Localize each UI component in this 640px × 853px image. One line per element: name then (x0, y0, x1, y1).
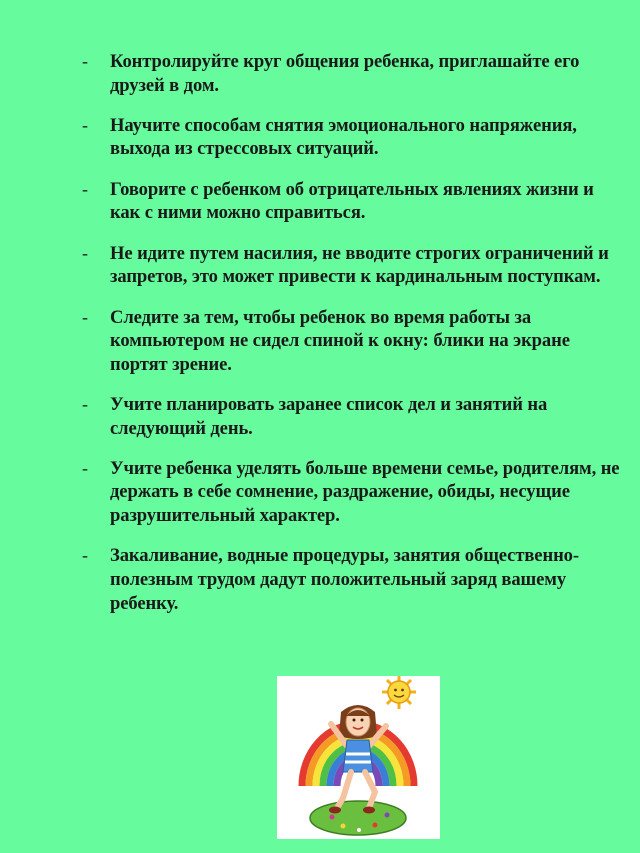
list-item (82, 178, 622, 225)
list-item (82, 114, 622, 161)
list-item (82, 242, 622, 289)
tip-text: Следите за тем, чтобы ребенок во время работы за компьютером не сидел спиной к окну: блики на экране портят зрение. (110, 306, 570, 375)
bullet-icon: - (82, 545, 88, 566)
list-item (82, 393, 622, 440)
tip-text: Научите способам снятия эмоционального напряжения, выхода из стрессовых ситуаций. (110, 114, 577, 160)
bullet-icon: - (82, 306, 88, 327)
sun-icon (382, 676, 416, 709)
rainbow-child-illustration (277, 676, 440, 839)
tip-text: Не идите путем насилия, не вводите строгих ограничений и запретов, это может привести к кардинальным поступкам. (110, 242, 609, 288)
rainbow-child-icon (277, 676, 440, 839)
tip-text: Контролируйте круг общения ребенка, приглашайте его друзей в дом. (110, 51, 580, 96)
bullet-icon: - (82, 51, 88, 71)
list-item (82, 457, 622, 528)
list-item (82, 306, 622, 377)
bullet-icon: - (82, 242, 88, 263)
tip-text: Учите планировать заранее список дел и занятий на следующий день. (110, 393, 548, 439)
tip-text: Учите ребенка уделять больше времени семье, родителям, не держать в себе сомнение, раздражение, обиды, несущие разрушительный характер. (110, 457, 620, 527)
tip-text: Закаливание, водные процедуры, занятия общественно-полезным трудом дадут положительный заряд вашему ребенку. (110, 545, 579, 614)
list-item (82, 544, 622, 615)
bullet-icon: - (82, 114, 88, 135)
grass-patch (310, 801, 406, 835)
list-item (82, 50, 622, 97)
bullet-icon: - (82, 457, 88, 478)
bullet-icon: - (82, 393, 88, 414)
bullet-icon: - (82, 178, 88, 199)
tip-text: Говорите с ребенком об отрицательных явлениях жизни и как с ними можно справиться. (110, 178, 594, 224)
tips-list (82, 50, 622, 632)
